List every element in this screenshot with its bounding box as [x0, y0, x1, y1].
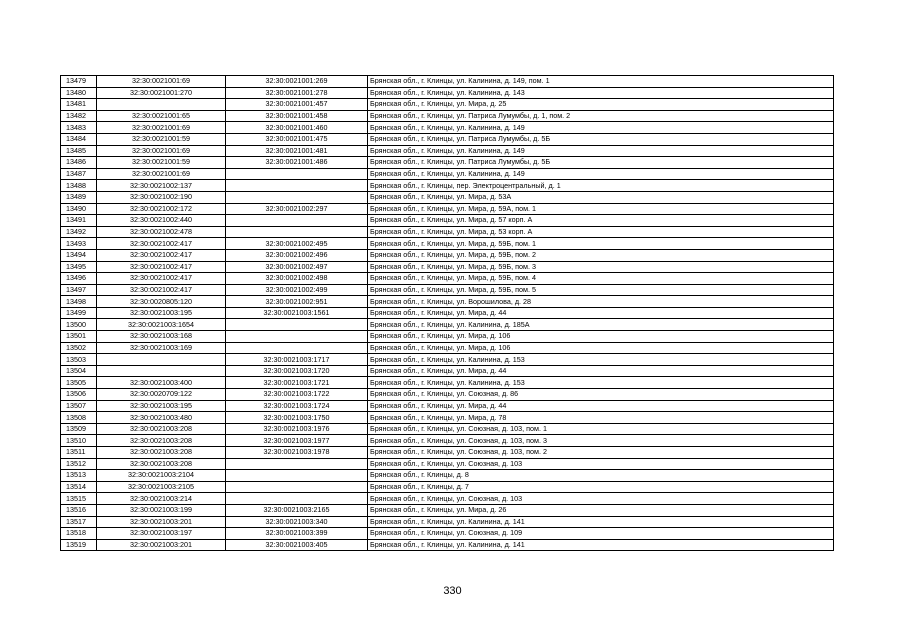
parcel-cadastral-number-cell: 32:30:0021001:270 [97, 87, 226, 99]
record-number-cell: 13495 [61, 261, 97, 273]
record-number-cell: 13498 [61, 296, 97, 308]
object-cadastral-number-cell [226, 481, 368, 493]
parcel-cadastral-number-cell: 32:30:0021002:137 [97, 180, 226, 192]
record-number-cell: 13517 [61, 516, 97, 528]
address-cell: Брянская обл., г. Клинцы, д. 7 [368, 481, 834, 493]
address-cell: Брянская обл., г. Клинцы, ул. Патриса Лумумбы, д. 5Б [368, 133, 834, 145]
record-number-cell: 13519 [61, 539, 97, 551]
address-cell: Брянская обл., г. Клинцы, ул. Союзная, д. 109 [368, 528, 834, 540]
address-cell: Брянская обл., г. Клинцы, ул. Союзная, д. 103, пом. 1 [368, 423, 834, 435]
parcel-cadastral-number-cell: 32:30:0021003:201 [97, 539, 226, 551]
parcel-cadastral-number-cell: 32:30:0021003:197 [97, 528, 226, 540]
table-row [61, 365, 834, 377]
table-row [61, 203, 834, 215]
object-cadastral-number-cell: 32:30:0021003:1724 [226, 400, 368, 412]
parcel-cadastral-number-cell: 32:30:0021003:2105 [97, 481, 226, 493]
parcel-cadastral-number-cell: 32:30:0021003:208 [97, 458, 226, 470]
table-row [61, 412, 834, 424]
record-number-cell: 13497 [61, 284, 97, 296]
parcel-cadastral-number-cell [97, 99, 226, 111]
record-number-cell: 13482 [61, 110, 97, 122]
table-row [61, 180, 834, 192]
object-cadastral-number-cell [226, 331, 368, 343]
address-cell: Брянская обл., г. Клинцы, ул. Мира, д. 25 [368, 99, 834, 111]
parcel-cadastral-number-cell: 32:30:0021002:417 [97, 284, 226, 296]
table-row [61, 273, 834, 285]
record-number-cell: 13493 [61, 238, 97, 250]
parcel-cadastral-number-cell: 32:30:0020709:122 [97, 389, 226, 401]
table-row [61, 458, 834, 470]
object-cadastral-number-cell: 32:30:0021003:1750 [226, 412, 368, 424]
record-number-cell: 13503 [61, 354, 97, 366]
table-row [61, 284, 834, 296]
address-cell: Брянская обл., г. Клинцы, ул. Калинина, д. 149 [368, 122, 834, 134]
object-cadastral-number-cell: 32:30:0021001:486 [226, 157, 368, 169]
object-cadastral-number-cell [226, 191, 368, 203]
table-row [61, 377, 834, 389]
record-number-cell: 13515 [61, 493, 97, 505]
parcel-cadastral-number-cell: 32:30:0021003:201 [97, 516, 226, 528]
parcel-cadastral-number-cell: 32:30:0021002:417 [97, 261, 226, 273]
record-number-cell: 13492 [61, 226, 97, 238]
address-cell: Брянская обл., г. Клинцы, ул. Калинина, д. 153 [368, 377, 834, 389]
address-cell: Брянская обл., г. Клинцы, ул. Союзная, д. 103 [368, 493, 834, 505]
record-number-cell: 13490 [61, 203, 97, 215]
object-cadastral-number-cell: 32:30:0021001:269 [226, 76, 368, 88]
record-number-cell: 13496 [61, 273, 97, 285]
parcel-cadastral-number-cell: 32:30:0021003:2104 [97, 470, 226, 482]
address-cell: Брянская обл., г. Клинцы, ул. Калинина, д. 185А [368, 319, 834, 331]
object-cadastral-number-cell: 32:30:0021003:1978 [226, 447, 368, 459]
record-number-cell: 13507 [61, 400, 97, 412]
object-cadastral-number-cell [226, 168, 368, 180]
object-cadastral-number-cell: 32:30:0021003:1722 [226, 389, 368, 401]
address-cell: Брянская обл., г. Клинцы, ул. Союзная, д. 86 [368, 389, 834, 401]
address-cell: Брянская обл., г. Клинцы, ул. Мира, д. 59Б, пом. 4 [368, 273, 834, 285]
address-cell: Брянская обл., г. Клинцы, ул. Союзная, д. 103, пом. 3 [368, 435, 834, 447]
parcel-cadastral-number-cell: 32:30:0021001:59 [97, 133, 226, 145]
object-cadastral-number-cell: 32:30:0021002:297 [226, 203, 368, 215]
table-row [61, 261, 834, 273]
record-number-cell: 13500 [61, 319, 97, 331]
address-cell: Брянская обл., г. Клинцы, ул. Калинина, д. 149, пом. 1 [368, 76, 834, 88]
table-row [61, 319, 834, 331]
parcel-cadastral-number-cell: 32:30:0021002:172 [97, 203, 226, 215]
table-row [61, 307, 834, 319]
address-cell: Брянская обл., г. Клинцы, ул. Калинина, д. 149 [368, 168, 834, 180]
address-cell: Брянская обл., г. Клинцы, ул. Калинина, д. 141 [368, 516, 834, 528]
object-cadastral-number-cell: 32:30:0021002:498 [226, 273, 368, 285]
parcel-cadastral-number-cell: 32:30:0021003:168 [97, 331, 226, 343]
address-cell: Брянская обл., г. Клинцы, ул. Мира, д. 59А, пом. 1 [368, 203, 834, 215]
object-cadastral-number-cell: 32:30:0021003:1976 [226, 423, 368, 435]
address-cell: Брянская обл., г. Клинцы, ул. Мира, д. 59Б, пом. 3 [368, 261, 834, 273]
table-row [61, 191, 834, 203]
record-number-cell: 13480 [61, 87, 97, 99]
object-cadastral-number-cell: 32:30:0021001:460 [226, 122, 368, 134]
object-cadastral-number-cell: 32:30:0021001:457 [226, 99, 368, 111]
table-row [61, 157, 834, 169]
parcel-cadastral-number-cell: 32:30:0021003:480 [97, 412, 226, 424]
object-cadastral-number-cell [226, 342, 368, 354]
table-row [61, 76, 834, 88]
parcel-cadastral-number-cell: 32:30:0021003:195 [97, 400, 226, 412]
address-cell: Брянская обл., г. Клинцы, ул. Союзная, д. 103, пом. 2 [368, 447, 834, 459]
address-cell: Брянская обл., г. Клинцы, ул. Ворошилова, д. 28 [368, 296, 834, 308]
record-number-cell: 13499 [61, 307, 97, 319]
address-cell: Брянская обл., г. Клинцы, ул. Калинина, д. 149 [368, 145, 834, 157]
object-cadastral-number-cell [226, 215, 368, 227]
record-number-cell: 13486 [61, 157, 97, 169]
record-number-cell: 13489 [61, 191, 97, 203]
table-row [61, 504, 834, 516]
object-cadastral-number-cell: 32:30:0021003:405 [226, 539, 368, 551]
parcel-cadastral-number-cell: 32:30:0021001:59 [97, 157, 226, 169]
parcel-cadastral-number-cell: 32:30:0021003:208 [97, 423, 226, 435]
record-number-cell: 13506 [61, 389, 97, 401]
parcel-cadastral-number-cell: 32:30:0021002:417 [97, 249, 226, 261]
address-cell: Брянская обл., г. Клинцы, д. 8 [368, 470, 834, 482]
parcel-cadastral-number-cell: 32:30:0021001:69 [97, 122, 226, 134]
address-cell: Брянская обл., г. Клинцы, ул. Патриса Лумумбы, д. 5Б [368, 157, 834, 169]
record-number-cell: 13512 [61, 458, 97, 470]
object-cadastral-number-cell: 32:30:0021003:2165 [226, 504, 368, 516]
record-number-cell: 13487 [61, 168, 97, 180]
address-cell: Брянская обл., г. Клинцы, ул. Патриса Лумумбы, д. 1, пом. 2 [368, 110, 834, 122]
address-cell: Брянская обл., г. Клинцы, ул. Мира, д. 44 [368, 307, 834, 319]
parcel-cadastral-number-cell: 32:30:0020805:120 [97, 296, 226, 308]
address-cell: Брянская обл., г. Клинцы, ул. Мира, д. 57 корп. А [368, 215, 834, 227]
address-cell: Брянская обл., г. Клинцы, ул. Мира, д. 59Б, пом. 5 [368, 284, 834, 296]
parcel-cadastral-number-cell: 32:30:0021003:199 [97, 504, 226, 516]
object-cadastral-number-cell: 32:30:0021003:1720 [226, 365, 368, 377]
record-number-cell: 13505 [61, 377, 97, 389]
parcel-cadastral-number-cell: 32:30:0021003:214 [97, 493, 226, 505]
address-cell: Брянская обл., г. Клинцы, ул. Мира, д. 26 [368, 504, 834, 516]
table-row [61, 528, 834, 540]
address-cell: Брянская обл., г. Клинцы, ул. Мира, д. 59Б, пом. 1 [368, 238, 834, 250]
table-row [61, 296, 834, 308]
parcel-cadastral-number-cell: 32:30:0021003:1654 [97, 319, 226, 331]
object-cadastral-number-cell: 32:30:0021003:1977 [226, 435, 368, 447]
parcel-cadastral-number-cell: 32:30:0021003:208 [97, 435, 226, 447]
address-cell: Брянская обл., г. Клинцы, ул. Союзная, д. 103 [368, 458, 834, 470]
page-number: 330 [443, 585, 462, 597]
table-row [61, 249, 834, 261]
address-cell: Брянская обл., г. Клинцы, ул. Калинина, д. 141 [368, 539, 834, 551]
record-number-cell: 13509 [61, 423, 97, 435]
table-row [61, 226, 834, 238]
table-row [61, 215, 834, 227]
record-number-cell: 13485 [61, 145, 97, 157]
table-row [61, 145, 834, 157]
table-row [61, 122, 834, 134]
address-cell: Брянская обл., г. Клинцы, ул. Калинина, д. 153 [368, 354, 834, 366]
address-cell: Брянская обл., г. Клинцы, ул. Мира, д. 78 [368, 412, 834, 424]
record-number-cell: 13511 [61, 447, 97, 459]
object-cadastral-number-cell: 32:30:0021002:495 [226, 238, 368, 250]
address-cell: Брянская обл., г. Клинцы, ул. Мира, д. 53 корп. А [368, 226, 834, 238]
object-cadastral-number-cell [226, 319, 368, 331]
address-cell: Брянская обл., г. Клинцы, ул. Калинина, д. 143 [368, 87, 834, 99]
record-number-cell: 13488 [61, 180, 97, 192]
table-row [61, 435, 834, 447]
object-cadastral-number-cell: 32:30:0021002:496 [226, 249, 368, 261]
parcel-cadastral-number-cell: 32:30:0021002:417 [97, 273, 226, 285]
table-row [61, 87, 834, 99]
table-row [61, 400, 834, 412]
address-cell: Брянская обл., г. Клинцы, ул. Мира, д. 59Б, пом. 2 [368, 249, 834, 261]
table-row [61, 354, 834, 366]
table-row [61, 342, 834, 354]
object-cadastral-number-cell: 32:30:0021001:475 [226, 133, 368, 145]
table-row [61, 493, 834, 505]
record-number-cell: 13516 [61, 504, 97, 516]
record-number-cell: 13479 [61, 76, 97, 88]
object-cadastral-number-cell [226, 180, 368, 192]
parcel-cadastral-number-cell: 32:30:0021001:65 [97, 110, 226, 122]
table-row [61, 99, 834, 111]
record-number-cell: 13494 [61, 249, 97, 261]
parcel-cadastral-number-cell: 32:30:0021001:69 [97, 168, 226, 180]
object-cadastral-number-cell: 32:30:0021002:499 [226, 284, 368, 296]
record-number-cell: 13491 [61, 215, 97, 227]
record-number-cell: 13483 [61, 122, 97, 134]
record-number-cell: 13508 [61, 412, 97, 424]
parcel-cadastral-number-cell: 32:30:0021002:190 [97, 191, 226, 203]
cadastral-registry-table [60, 75, 834, 551]
parcel-cadastral-number-cell: 32:30:0021001:69 [97, 145, 226, 157]
record-number-cell: 13481 [61, 99, 97, 111]
table-row [61, 168, 834, 180]
parcel-cadastral-number-cell: 32:30:0021002:478 [97, 226, 226, 238]
parcel-cadastral-number-cell: 32:30:0021001:69 [97, 76, 226, 88]
parcel-cadastral-number-cell: 32:30:0021003:400 [97, 377, 226, 389]
parcel-cadastral-number-cell: 32:30:0021003:195 [97, 307, 226, 319]
table-row [61, 481, 834, 493]
parcel-cadastral-number-cell: 32:30:0021003:169 [97, 342, 226, 354]
table-row [61, 447, 834, 459]
record-number-cell: 13502 [61, 342, 97, 354]
table-row [61, 110, 834, 122]
table-row [61, 470, 834, 482]
record-number-cell: 13484 [61, 133, 97, 145]
object-cadastral-number-cell [226, 458, 368, 470]
record-number-cell: 13510 [61, 435, 97, 447]
record-number-cell: 13504 [61, 365, 97, 377]
object-cadastral-number-cell: 32:30:0021001:278 [226, 87, 368, 99]
object-cadastral-number-cell [226, 226, 368, 238]
object-cadastral-number-cell: 32:30:0021002:951 [226, 296, 368, 308]
record-number-cell: 13501 [61, 331, 97, 343]
object-cadastral-number-cell: 32:30:0021001:481 [226, 145, 368, 157]
object-cadastral-number-cell [226, 470, 368, 482]
parcel-cadastral-number-cell [97, 365, 226, 377]
object-cadastral-number-cell: 32:30:0021003:399 [226, 528, 368, 540]
object-cadastral-number-cell: 32:30:0021003:340 [226, 516, 368, 528]
address-cell: Брянская обл., г. Клинцы, ул. Мира, д. 53А [368, 191, 834, 203]
parcel-cadastral-number-cell [97, 354, 226, 366]
address-cell: Брянская обл., г. Клинцы, ул. Мира, д. 44 [368, 400, 834, 412]
parcel-cadastral-number-cell: 32:30:0021003:208 [97, 447, 226, 459]
object-cadastral-number-cell [226, 493, 368, 505]
address-cell: Брянская обл., г. Клинцы, пер. Электроцентральный, д. 1 [368, 180, 834, 192]
object-cadastral-number-cell: 32:30:0021002:497 [226, 261, 368, 273]
registry-table-body [61, 76, 834, 551]
address-cell: Брянская обл., г. Клинцы, ул. Мира, д. 44 [368, 365, 834, 377]
table-row [61, 133, 834, 145]
parcel-cadastral-number-cell: 32:30:0021002:417 [97, 238, 226, 250]
object-cadastral-number-cell: 32:30:0021003:1717 [226, 354, 368, 366]
record-number-cell: 13513 [61, 470, 97, 482]
object-cadastral-number-cell: 32:30:0021001:458 [226, 110, 368, 122]
table-row [61, 516, 834, 528]
table-row [61, 423, 834, 435]
table-row [61, 389, 834, 401]
record-number-cell: 13518 [61, 528, 97, 540]
object-cadastral-number-cell: 32:30:0021003:1721 [226, 377, 368, 389]
object-cadastral-number-cell: 32:30:0021003:1561 [226, 307, 368, 319]
address-cell: Брянская обл., г. Клинцы, ул. Мира, д. 106 [368, 342, 834, 354]
table-row [61, 331, 834, 343]
table-row [61, 539, 834, 551]
address-cell: Брянская обл., г. Клинцы, ул. Мира, д. 106 [368, 331, 834, 343]
parcel-cadastral-number-cell: 32:30:0021002:440 [97, 215, 226, 227]
table-row [61, 238, 834, 250]
record-number-cell: 13514 [61, 481, 97, 493]
